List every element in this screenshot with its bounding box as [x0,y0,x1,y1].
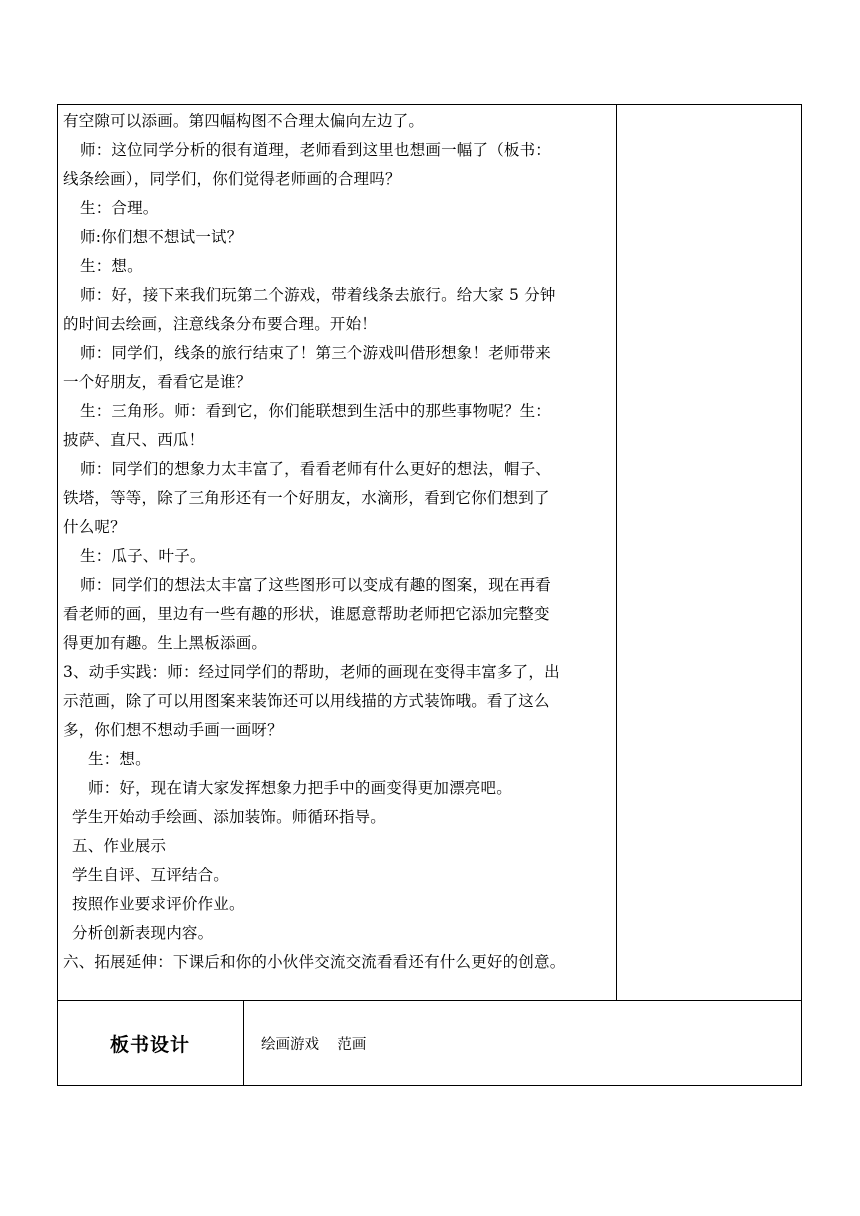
text-line: 分析创新表现内容。 [72,924,214,942]
text-line: 生：瓜子、叶子。 [80,547,206,565]
text-line: 线条绘画），同学们，你们觉得老师画的合理吗？ [63,170,401,188]
text-line: 生：想。 [88,750,151,768]
text-line: 生：合理。 [80,199,159,217]
table-divider-board-column [243,1000,244,1086]
text-line: 看老师的画，里边有一些有趣的形状，谁愿意帮助老师把它添加完整变 [63,605,550,623]
text-line: 多，你们想不想动手画一画呀？ [63,721,283,739]
text-line: 一个好朋友，看看它是谁？ [63,373,252,391]
text-line: 示范画，除了可以用图案来装饰还可以用线描的方式装饰哦。看了这么 [63,692,550,710]
section-heading: 六、拓展延伸：下课后和你的小伙伴交流交流看看还有什么更好的创意。 [63,953,566,971]
text-line: 有空隙可以添画。第四幅构图不合理太偏向左边了。 [63,112,425,130]
text-line: 学生自评、互评结合。 [72,866,230,884]
text-line: 的时间去绘画，注意线条分布要合理。开始！ [63,315,378,333]
text-line: 师：同学们的想象力太丰富了，看看老师有什么更好的想法，帽子、 [80,460,552,478]
text-line: 师：好，接下来我们玩第二个游戏，带着线条去旅行。给大家 5 分钟 [80,286,556,304]
board-design-label: 板书设计 [109,1033,190,1056]
text-line: 学生开始动手绘画、添加装饰。师循环指导。 [72,808,387,826]
section-heading: 五、作业展示 [72,837,167,855]
text-line: 生：想。 [80,257,143,275]
text-line: 生：三角形。师：看到它，你们能联想到生活中的那些事物呢？生： [80,402,552,420]
text-line: 得更加有趣。生上黑板添画。 [63,634,268,652]
text-line: 按照作业要求评价作业。 [72,895,245,913]
table-divider-right-column [616,104,617,1000]
text-line: 师:你们想不想试一试？ [80,228,243,246]
text-line: 师：同学们的想法太丰富了这些图形可以变成有趣的图案，现在再看 [80,576,552,594]
text-line: 3、动手实践：师：经过同学们的帮助，老师的画现在变得丰富多了，出 [63,663,560,681]
text-line: 师：同学们，线条的旅行结束了！第三个游戏叫借形想象！老师带来 [80,344,552,362]
text-line: 什么呢？ [63,518,126,536]
text-line: 师：这位同学分析的很有道理，老师看到这里也想画一幅了（板书： [80,141,552,159]
text-line: 师：好，现在请大家发挥想象力把手中的画变得更加漂亮吧。 [88,779,512,797]
board-design-content: 绘画游戏 范画 [261,1036,367,1053]
text-line: 铁塔，等等，除了三角形还有一个好朋友，水滴形，看到它你们想到了 [63,489,550,507]
lesson-process-cell [63,107,615,977]
text-line: 披萨、直尺、西瓜！ [63,431,205,449]
